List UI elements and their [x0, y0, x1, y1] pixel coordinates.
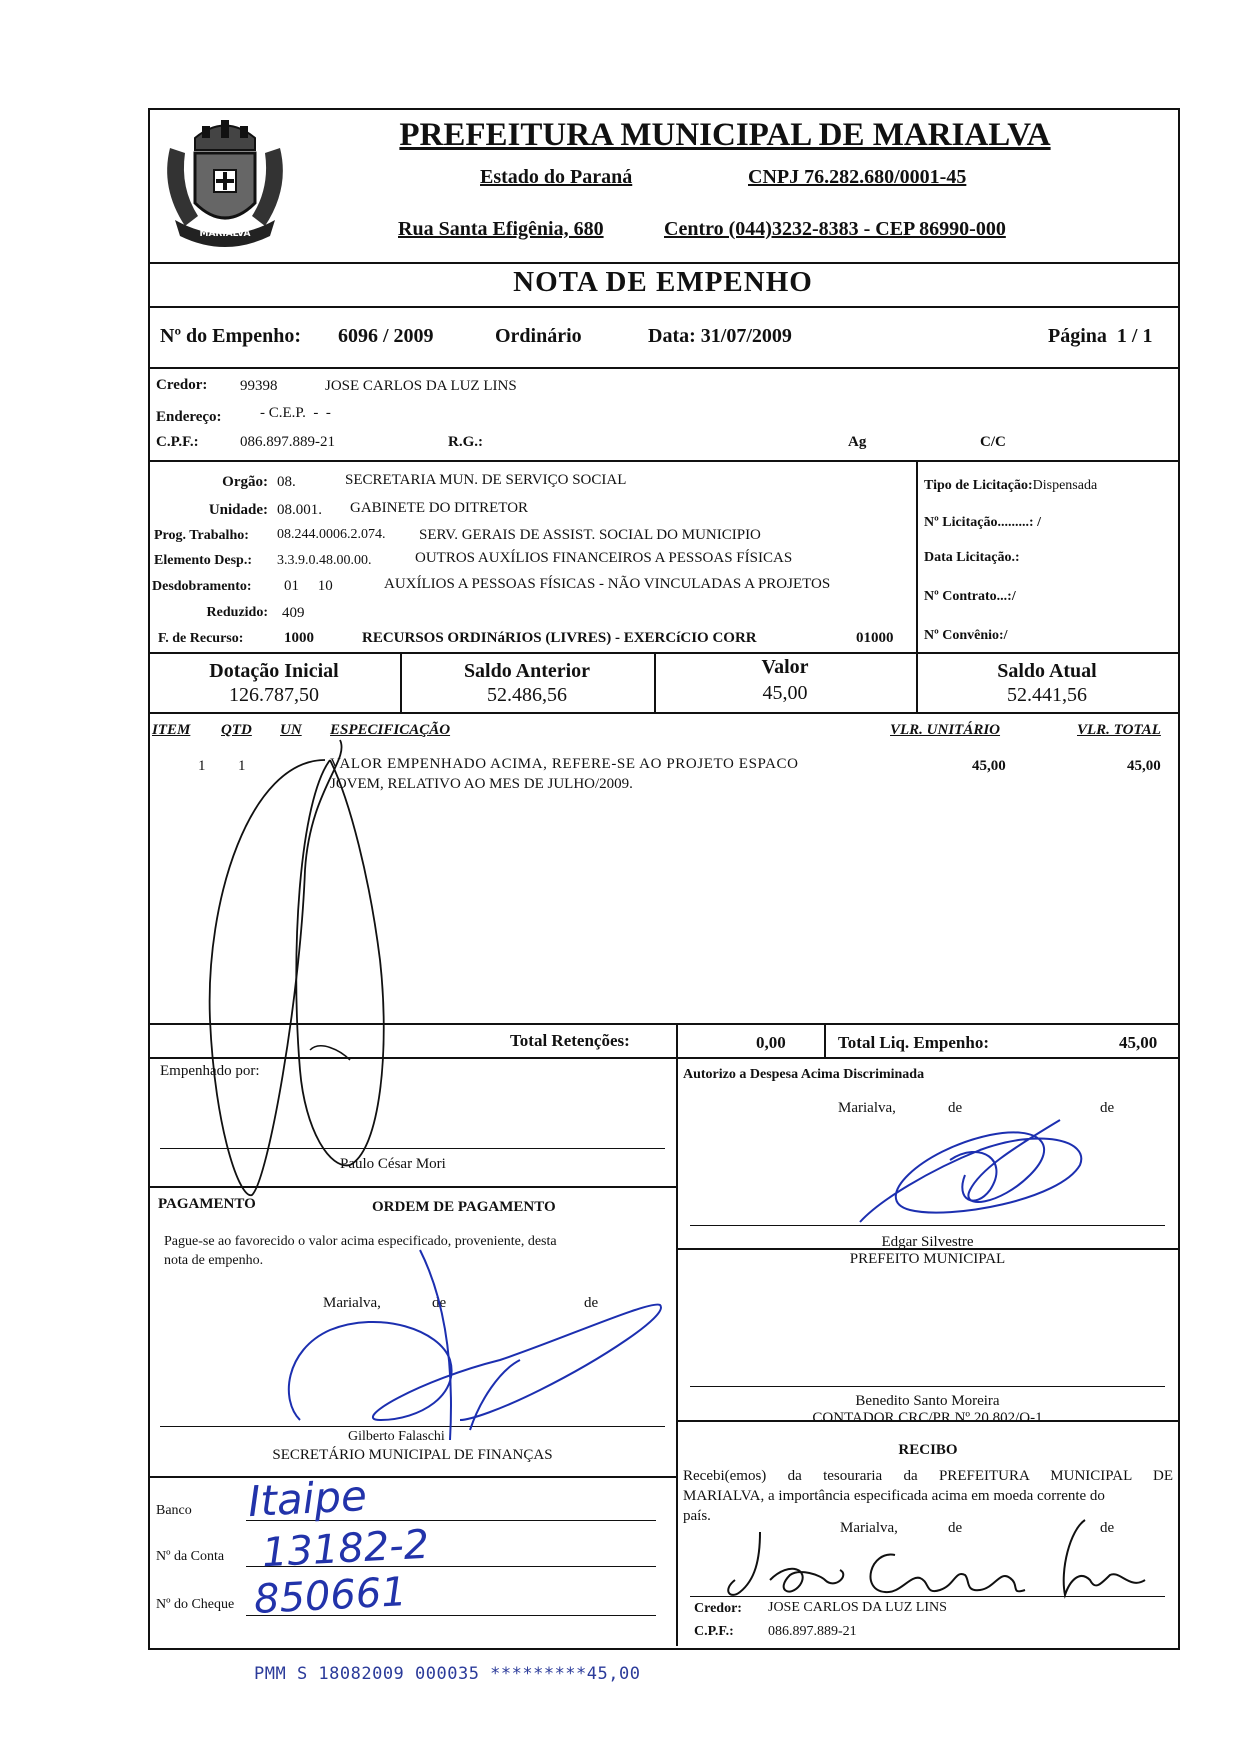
- liquido-label: Total Liq. Empenho:: [838, 1033, 989, 1052]
- payment-stamp: PMM S 18082009 000035 *********45,00: [254, 1664, 641, 1684]
- unidade-name: GABINETE DO DITRETOR: [350, 500, 529, 516]
- prefeito-role: PREFEITO MUNICIPAL: [849, 1251, 1006, 1267]
- rule: [148, 1057, 1178, 1059]
- banco-label: Banco: [156, 1503, 192, 1518]
- secretario-name: Gilberto Falaschi: [348, 1429, 445, 1444]
- cc-label: C/C: [980, 434, 1006, 450]
- pagamento-text-line1: Pague-se ao favorecido o valor acima especificado, proveniente, desta: [164, 1234, 557, 1249]
- saldo-anterior-label: Saldo Anterior: [463, 660, 591, 682]
- empenho-number-label: Nº do Empenho:: [160, 325, 302, 347]
- col-vlr-unitario: VLR. UNITÁRIO: [890, 722, 1001, 738]
- recibo-title: RECIBO: [898, 1442, 958, 1458]
- col-especificacao: ESPECIFICAÇÃO: [330, 722, 451, 738]
- item-unit-value: 45,00: [972, 758, 1006, 774]
- col-item: ITEM: [152, 722, 191, 738]
- credor-name: JOSE CARLOS DA LUZ LINS: [325, 378, 517, 394]
- recibo-de1: de: [948, 1520, 963, 1536]
- recibo-de2: de: [1100, 1520, 1115, 1536]
- rule: [148, 306, 1178, 308]
- saldo-atual-value: 52.441,56: [1007, 684, 1087, 706]
- dotacao-value: 126.787,50: [229, 684, 319, 706]
- orgao-label: Orgão:: [222, 474, 268, 490]
- empenho-number: 6096 / 2009: [338, 325, 434, 347]
- item-number: 1: [198, 758, 206, 774]
- page-number: Página 1 / 1: [1048, 325, 1153, 347]
- empenhado-label: Empenhado por:: [160, 1063, 260, 1079]
- numero-convenio: Nº Convênio:/: [924, 628, 1008, 643]
- svg-text:MARIALVA: MARIALVA: [199, 229, 251, 239]
- state-name: Estado do Paraná: [480, 166, 633, 188]
- secretario-role: SECRETÁRIO MUNICIPAL DE FINANÇAS: [272, 1447, 553, 1463]
- page-title: PREFEITURA MUNICIPAL DE MARIALVA: [399, 117, 1051, 153]
- item-total-value: 45,00: [1127, 758, 1161, 774]
- signature-line: [160, 1426, 665, 1427]
- orgao-code: 08.: [277, 474, 296, 490]
- signature-line: [690, 1386, 1165, 1387]
- unidade-code: 08.001.: [277, 502, 322, 518]
- saldo-anterior-value: 52.486,56: [487, 684, 567, 706]
- address-label: Endereço:: [156, 409, 222, 425]
- reduzido: 409: [282, 605, 305, 621]
- recibo-text-line3: país.: [683, 1508, 711, 1524]
- desdobramento-code: 01 10: [284, 578, 333, 594]
- banco-handwritten: Itaipe: [246, 1470, 368, 1527]
- pagamento-label: PAGAMENTO: [158, 1196, 256, 1212]
- recibo-text-line2: MARIALVA, a importância especificada acima em moeda corrente do: [683, 1488, 1105, 1504]
- rule: [148, 1476, 678, 1478]
- rg-label: R.G.:: [448, 434, 483, 450]
- autorizo-de1: de: [948, 1100, 963, 1116]
- col-vlr-total: VLR. TOTAL: [1077, 722, 1161, 738]
- item-qtd: 1: [238, 758, 246, 774]
- valor-label: Valor: [761, 656, 809, 678]
- rule: [676, 1023, 678, 1646]
- item-spec-line1: VALOR EMPENHADO ACIMA, REFERE-SE AO PROJETO ESPACO: [330, 756, 799, 772]
- recibo-cpf: 086.897.889-21: [768, 1624, 857, 1639]
- credor-code: 99398: [240, 378, 278, 394]
- autorizo-label: Autorizo a Despesa Acima Discriminada: [683, 1067, 925, 1082]
- ordem-pagamento-label: ORDEM DE PAGAMENTO: [372, 1199, 556, 1215]
- rule: [148, 1023, 1178, 1025]
- rule: [148, 652, 1178, 654]
- credor-label: Credor:: [156, 377, 208, 393]
- address: Rua Santa Efigênia, 680: [398, 218, 604, 240]
- elemento-name: OUTROS AUXÍLIOS FINANCEIROS A PESSOAS FÍSICAS: [415, 550, 793, 566]
- numero-licitacao: Nº Licitação.........: /: [924, 515, 1041, 530]
- desdobramento-label: Desdobramento:: [152, 579, 252, 594]
- elemento-label: Elemento Desp.:: [154, 553, 252, 568]
- rule: [148, 1186, 678, 1188]
- signature-line: [690, 1225, 1165, 1226]
- retencoes-label: Total Retenções:: [510, 1031, 630, 1050]
- autorizo-place: Marialva,: [838, 1100, 896, 1116]
- conta-label: Nº da Conta: [156, 1549, 225, 1564]
- cpf-label: C.P.F.:: [156, 434, 199, 450]
- col-un: UN: [280, 722, 302, 738]
- desdobramento-name: AUXÍLIOS A PESSOAS FÍSICAS - NÃO VINCULADAS A PROJETOS: [384, 576, 831, 592]
- pagamento-de2: de: [584, 1295, 599, 1311]
- rule: [148, 712, 1178, 714]
- recibo-credor-name: JOSE CARLOS DA LUZ LINS: [768, 1600, 947, 1615]
- pagamento-place: Marialva,: [323, 1295, 381, 1311]
- document-type: NOTA DE EMPENHO: [513, 266, 813, 298]
- rule: [148, 460, 1178, 462]
- conta-handwritten: 13182-2: [260, 1521, 431, 1577]
- tipo-licitacao: Tipo de Licitação:Dispensada: [924, 478, 1098, 493]
- prog-label: Prog. Trabalho:: [154, 528, 249, 543]
- ag-label: Ag: [848, 434, 867, 450]
- rule: [916, 460, 918, 652]
- signature-line: [690, 1596, 1165, 1597]
- recibo-place: Marialva,: [840, 1520, 898, 1536]
- recurso-code: 1000: [284, 630, 314, 646]
- recurso-number: 01000: [856, 630, 894, 646]
- orgao-name: SECRETARIA MUN. DE SERVIÇO SOCIAL: [345, 472, 627, 488]
- elemento-code: 3.3.9.0.48.00.00.: [277, 553, 372, 568]
- recibo-credor-label: Credor:: [694, 1601, 742, 1616]
- data-licitacao: Data Licitação.:: [924, 550, 1020, 565]
- empenhado-signer: Paulo César Mori: [340, 1156, 446, 1172]
- credor-address: - C.E.P. - -: [260, 405, 331, 421]
- cheque-label: Nº do Cheque: [156, 1597, 235, 1612]
- contador-name: Benedito Santo Moreira: [855, 1393, 1000, 1409]
- rule: [824, 1023, 826, 1057]
- rule: [148, 262, 1178, 264]
- contador-role: CONTADOR CRC/PR Nº 20.802/O-1: [812, 1410, 1043, 1426]
- empenho-kind: Ordinário: [495, 325, 582, 347]
- pagamento-de1: de: [432, 1295, 447, 1311]
- rule: [148, 367, 1178, 369]
- pagamento-text-line2: nota de empenho.: [164, 1253, 264, 1268]
- autorizo-de2: de: [1100, 1100, 1115, 1116]
- liquido-value: 45,00: [1119, 1033, 1158, 1052]
- numero-contrato: Nº Contrato...:/: [924, 589, 1016, 604]
- reduzido-label: Reduzido:: [206, 605, 268, 620]
- unidade-label: Unidade:: [208, 502, 268, 518]
- recurso-name: RECURSOS ORDINáRIOS (LIVRES) - EXERCíCIO CORR: [362, 630, 757, 646]
- signature-line: [160, 1148, 665, 1149]
- col-qtd: QTD: [221, 722, 252, 738]
- coat-of-arms-icon: [150, 108, 300, 258]
- recibo-cpf-label: C.P.F.:: [694, 1624, 734, 1639]
- cheque-handwritten: 850661: [252, 1569, 408, 1623]
- saldo-atual-label: Saldo Atual: [997, 660, 1097, 682]
- credor-cpf: 086.897.889-21: [240, 434, 335, 450]
- cnpj: CNPJ 76.282.680/0001-45: [748, 166, 967, 188]
- empenho-date: Data: 31/07/2009: [648, 325, 792, 347]
- recurso-label: F. de Recurso:: [158, 631, 244, 646]
- prefeito-name: Edgar Silvestre: [881, 1234, 974, 1250]
- item-spec-line2: JOVEM, RELATIVO AO MES DE JULHO/2009.: [330, 776, 633, 792]
- valor-value: 45,00: [762, 682, 808, 704]
- recibo-text-line1: Recebi(emos) da tesouraria da PREFEITURA MUNICIPAL DE: [683, 1468, 1173, 1484]
- district-phone: Centro (044)3232-8383 - CEP 86990-000: [664, 218, 1006, 240]
- retencoes-value: 0,00: [756, 1033, 786, 1052]
- dotacao-label: Dotação Inicial: [209, 660, 339, 682]
- prog-code: 08.244.0006.2.074.: [277, 527, 386, 542]
- prog-name: SERV. GERAIS DE ASSIST. SOCIAL DO MUNICIPIO: [419, 527, 761, 543]
